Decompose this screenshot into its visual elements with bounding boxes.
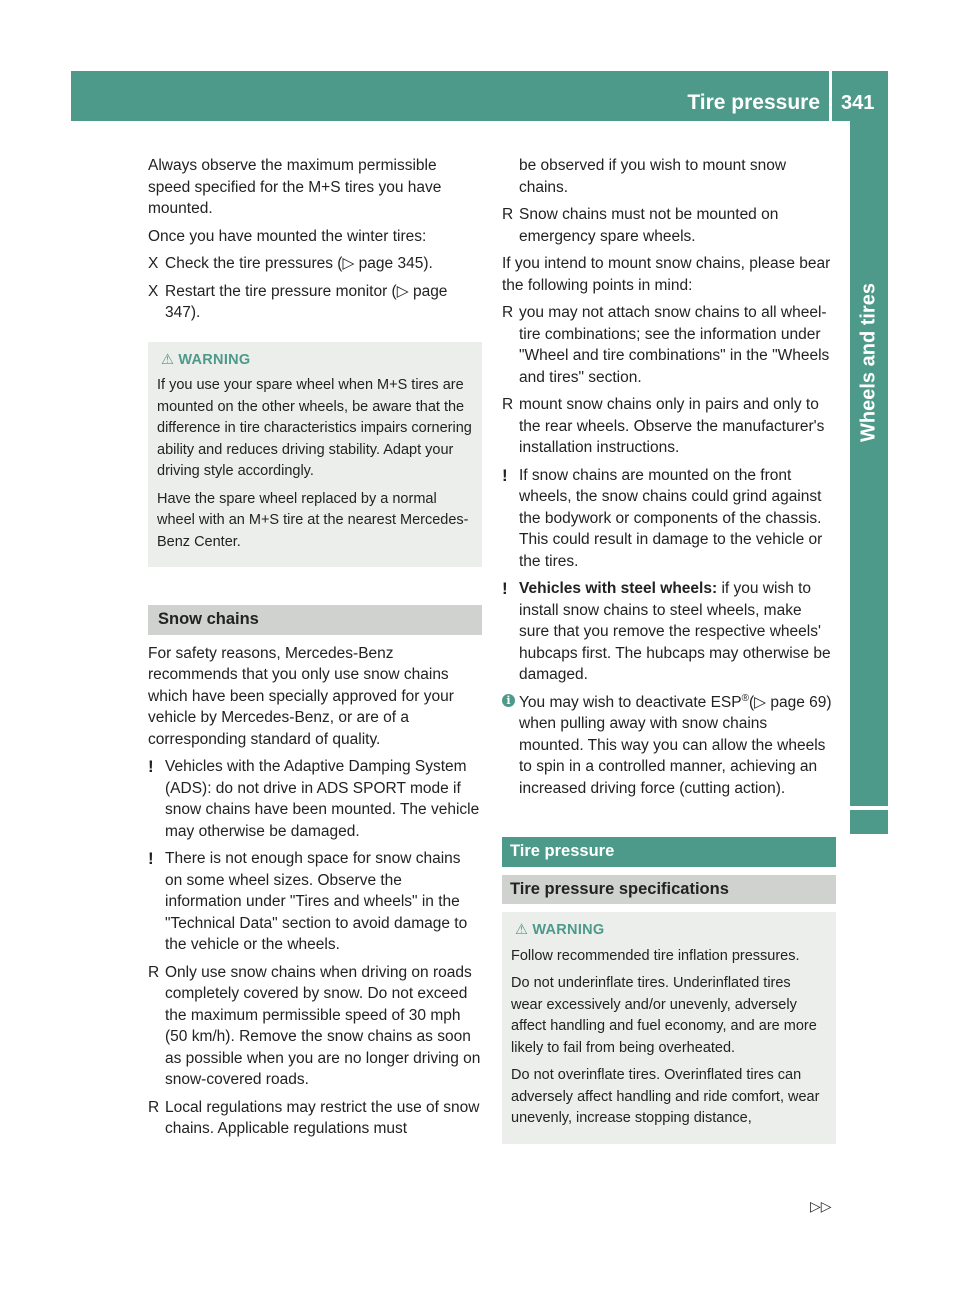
exclamation-icon: !	[502, 579, 508, 598]
note-item: ! Vehicles with the Adaptive Damping System (ADS): do not drive in ADS SPORT mode if snow chains have been mounted. The vehicle may otherwise be damaged.	[148, 757, 480, 840]
list-item: R Only use snow chains when driving on roads completely covered by snow. Do not exceed the maximum permissible speed of 30 mph (50 km/h). Remove the snow chains as soon as possible when you are no longer driving on snow-covered roads.	[148, 963, 481, 1088]
list-item: R mount snow chains only in pairs and only to the rear wheels. Observe the manufacturer's installation instructions.	[502, 396, 825, 456]
step-arrow-icon: X	[148, 255, 159, 272]
exclamation-icon: !	[148, 757, 154, 776]
right-column	[502, 155, 836, 1144]
left-column	[148, 155, 482, 1146]
section-heading: Tire pressure	[502, 837, 836, 867]
warning-text: Do not overinflate tires. Overinflated tires can adversely affect handling and ride comfort, wear unevenly, increase stopping distance,	[511, 1067, 820, 1126]
list-item: R you may not attach snow chains to all wheel-tire combinations; see the information under "Wheel and tire combinations" in the "Wheels and tires" section.	[502, 304, 830, 386]
list-item: R Local regulations may restrict the use of snow chains. Applicable regulations must	[148, 1098, 480, 1137]
paragraph-continued: be observed if you wish to mount snow chains.	[519, 157, 787, 196]
page-header	[71, 71, 888, 121]
warning-triangle-icon: ⚠	[161, 351, 175, 368]
warning-text: If you use your spare wheel when M+S tires are mounted on the other wheels, be aware that the difference in tire characteristics impairs cornering ability and reduces driving stability. Adapt your driving style accordingly.	[157, 377, 472, 479]
warning-box	[148, 342, 482, 568]
bullet-icon: R	[502, 304, 514, 321]
page-number: 341	[841, 92, 875, 114]
step-arrow-icon: X	[148, 282, 159, 300]
paragraph: Always observe the maximum permissible speed specified for the M+S tires you have mounted.	[148, 157, 442, 217]
header-divider	[829, 71, 832, 121]
paragraph: Once you have mounted the winter tires:	[148, 227, 427, 245]
exclamation-icon: !	[502, 465, 508, 485]
warning-triangle-icon: ⚠	[515, 922, 529, 938]
bullet-icon: R	[502, 206, 514, 223]
warning-box	[502, 912, 836, 1144]
step-item: X Restart the tire pressure monitor (▷ page 347).	[148, 282, 448, 321]
warning-text: Have the spare wheel replaced by a normal wheel with an M+S tire at the nearest Mercedes-Benz Center.	[157, 490, 469, 550]
bullet-icon: R	[502, 396, 514, 413]
paragraph: If you intend to mount snow chains, please bear the following points in mind:	[502, 255, 831, 294]
info-icon: i	[502, 694, 515, 707]
exclamation-icon: !	[148, 849, 154, 868]
section-heading: Snow chains	[148, 605, 482, 635]
warning-text: Follow recommended tire inflation pressures.	[511, 947, 800, 964]
info-item: i You may wish to deactivate ESP®(▷ page 69) when pulling away with snow chains mounted. This way you can allow the wheels to spin in a controlled manner, achieving an increased driving force (cutting action).	[502, 692, 836, 800]
warning-heading: ⚠ WARNING	[511, 920, 826, 942]
chapter-side-marker	[850, 810, 888, 834]
note-item: ! Vehicles with steel wheels: if you wish to install snow chains to steel wheels, make sure that you remove the respective wheels' hubcaps first. The hubcaps may otherwise be damaged.	[502, 579, 831, 683]
paragraph: For safety reasons, Mercedes-Benz recommends that you only use snow chains which have been specially approved for your vehicle by Mercedes-Benz, or are of a corresponding standard of quality.	[148, 644, 454, 748]
list-item: R Snow chains must not be mounted on emergency spare wheels.	[502, 206, 779, 245]
bullet-icon: R	[148, 963, 160, 981]
header-title: Tire pressure	[687, 91, 820, 114]
chapter-side-label	[850, 121, 888, 806]
subsection-heading: Tire pressure specifications	[502, 875, 836, 905]
note-item: ! There is not enough space for snow chains on some wheel sizes. Observe the information under "Tires and wheels" in the "Technical Data" section to avoid damage to the vehicle or the wheels.	[148, 849, 468, 953]
chapter-label: Wheels and tires	[857, 283, 880, 442]
warning-heading: ⚠ WARNING	[157, 350, 472, 372]
bullet-icon: R	[148, 1098, 160, 1116]
step-item: X Check the tire pressures (▷ page 345).	[148, 253, 482, 275]
continued-arrow-icon: ▷▷	[810, 1198, 832, 1214]
warning-text: Do not underinflate tires. Underinflated tires wear excessively and/or unevenly, adversely affect handling and fuel economy, and are more likely to fail from being overheated.	[511, 975, 817, 1056]
note-item: ! If snow chains are mounted on the front wheels, the snow chains could grind against the bodywork or components of the chassis. This could result in damage to the vehicle or the tires.	[502, 465, 823, 570]
